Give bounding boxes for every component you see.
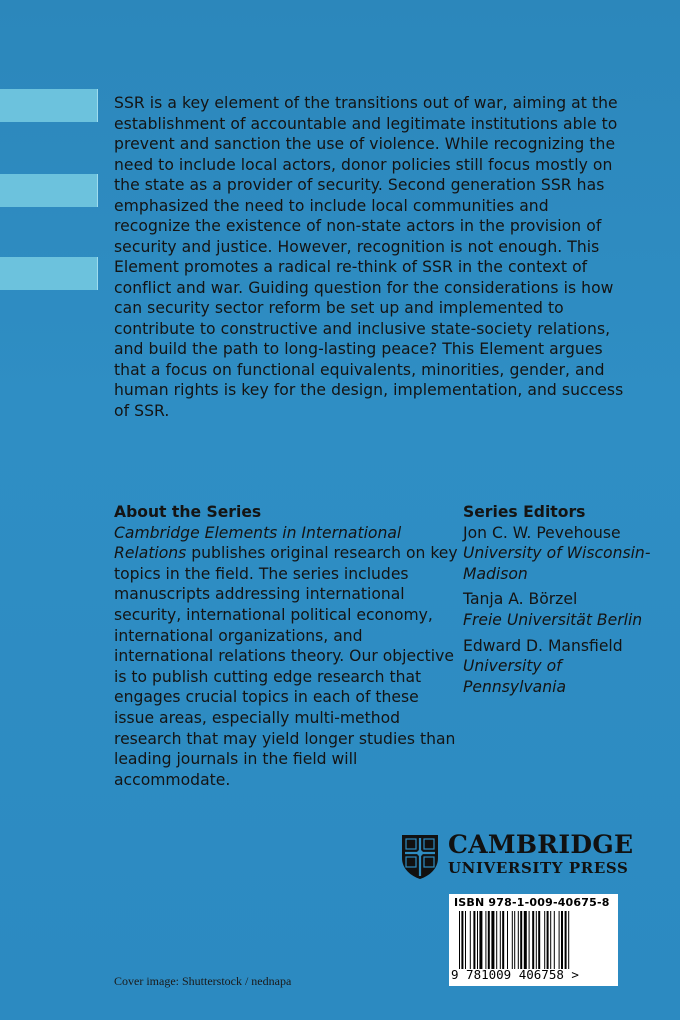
barcode-bar	[485, 911, 486, 969]
publisher-logo	[401, 830, 634, 882]
barcode-bar	[500, 911, 501, 969]
barcode-bar	[565, 911, 567, 969]
barcode-bar	[507, 911, 508, 969]
about-series-text	[114, 523, 459, 791]
barcode-bar	[559, 911, 560, 969]
barcode-bar	[538, 911, 540, 969]
barcode-bar	[532, 911, 534, 969]
cover-image-credit: Cover image: Shutterstock / nednapa	[114, 974, 292, 988]
barcode-bar	[529, 911, 530, 969]
barcode-bar	[470, 911, 471, 969]
book-blurb: SSR is a key element of the transitions out of war, aiming at the establishment of accountable and legitimate institutions able to prevent and sanction the use of violence. While recognizing the need to include local actors, donor policies still focus mostly on the state as a provider of security. Second generation SSR has emphasized the need to include local communities and recognize the existence of non-state actors in the provision of security and justice. However, recognition is not enough. This Element promotes a radical re-think of SSR in the context of conflict and war. Guiding question for the considerations is how can security sector reform be set up and implemented to contribute to constructive and inclusive state-society relations, and build the path to long-lasting peace? This Element argues that a focus on functional equivalents, minorities, gender, and human rights is key for the design, implementation, and success of SSR.	[114, 94, 624, 420]
barcode-bar	[488, 911, 490, 969]
barcode-bars	[459, 911, 609, 969]
editor-name: Edward D. Mansfield	[463, 636, 623, 655]
publisher-name: CAMBRIDGE	[448, 830, 634, 859]
barcode-bar	[491, 911, 494, 969]
barcode-bar	[461, 911, 463, 969]
series-editors-heading: Series Editors	[463, 503, 586, 521]
series-editors-section	[463, 502, 663, 702]
barcode-bar	[550, 911, 551, 969]
about-series-heading: About the Series	[114, 503, 262, 521]
series-name: Cambridge Elements in International Relations	[114, 523, 402, 563]
barcode-bar	[496, 911, 497, 969]
publisher-subtitle: UNIVERSITY PRESS	[448, 859, 629, 877]
editor-entry	[463, 636, 663, 698]
decorative-stripe	[0, 257, 98, 290]
about-series-description: publishes original research on key topics in the field. The series includes manuscripts addressing international security, international political economy, international organizations, and international relations theory. Our objective is to publish cutting edge research that engages crucial topics in each of these issue areas, especially multi-method research that may yield longer studies than leading journals in the field will accommodate.	[114, 544, 458, 789]
barcode-bar	[547, 911, 549, 969]
barcode-bar	[568, 911, 569, 969]
editor-institution: University of Wisconsin-Madison	[463, 544, 651, 583]
barcode-bar	[518, 911, 519, 969]
barcode-bar	[524, 911, 527, 969]
shield-icon	[401, 834, 439, 880]
isbn-digits: 9 781009 406758 >	[451, 967, 579, 982]
editor-entry	[463, 523, 663, 585]
barcode-bar	[479, 911, 482, 969]
barcode-bar	[502, 911, 504, 969]
barcode-bar	[536, 911, 537, 969]
decorative-stripe	[0, 89, 98, 122]
editor-name: Tanja A. Börzel	[463, 590, 578, 609]
about-series-section	[114, 502, 459, 790]
barcode-bar	[459, 911, 460, 969]
barcode-bar	[514, 911, 515, 969]
barcode-bar	[554, 911, 555, 969]
editor-entry	[463, 589, 663, 630]
barcode-bar	[473, 911, 475, 969]
editor-institution: University of Pennsylvania	[463, 657, 567, 696]
barcode-bar	[561, 911, 563, 969]
isbn-label: ISBN 978-1-009-40675-8	[454, 896, 610, 909]
editor-institution: Freie Universität Berlin	[463, 610, 643, 629]
barcode-bar	[512, 911, 513, 969]
decorative-stripe	[0, 174, 98, 207]
isbn-barcode	[449, 894, 618, 986]
editor-name: Jon C. W. Pevehouse	[463, 523, 621, 542]
barcode-bar	[465, 911, 466, 969]
barcode-bar	[544, 911, 545, 969]
barcode-bar	[520, 911, 522, 969]
barcode-bar	[477, 911, 478, 969]
